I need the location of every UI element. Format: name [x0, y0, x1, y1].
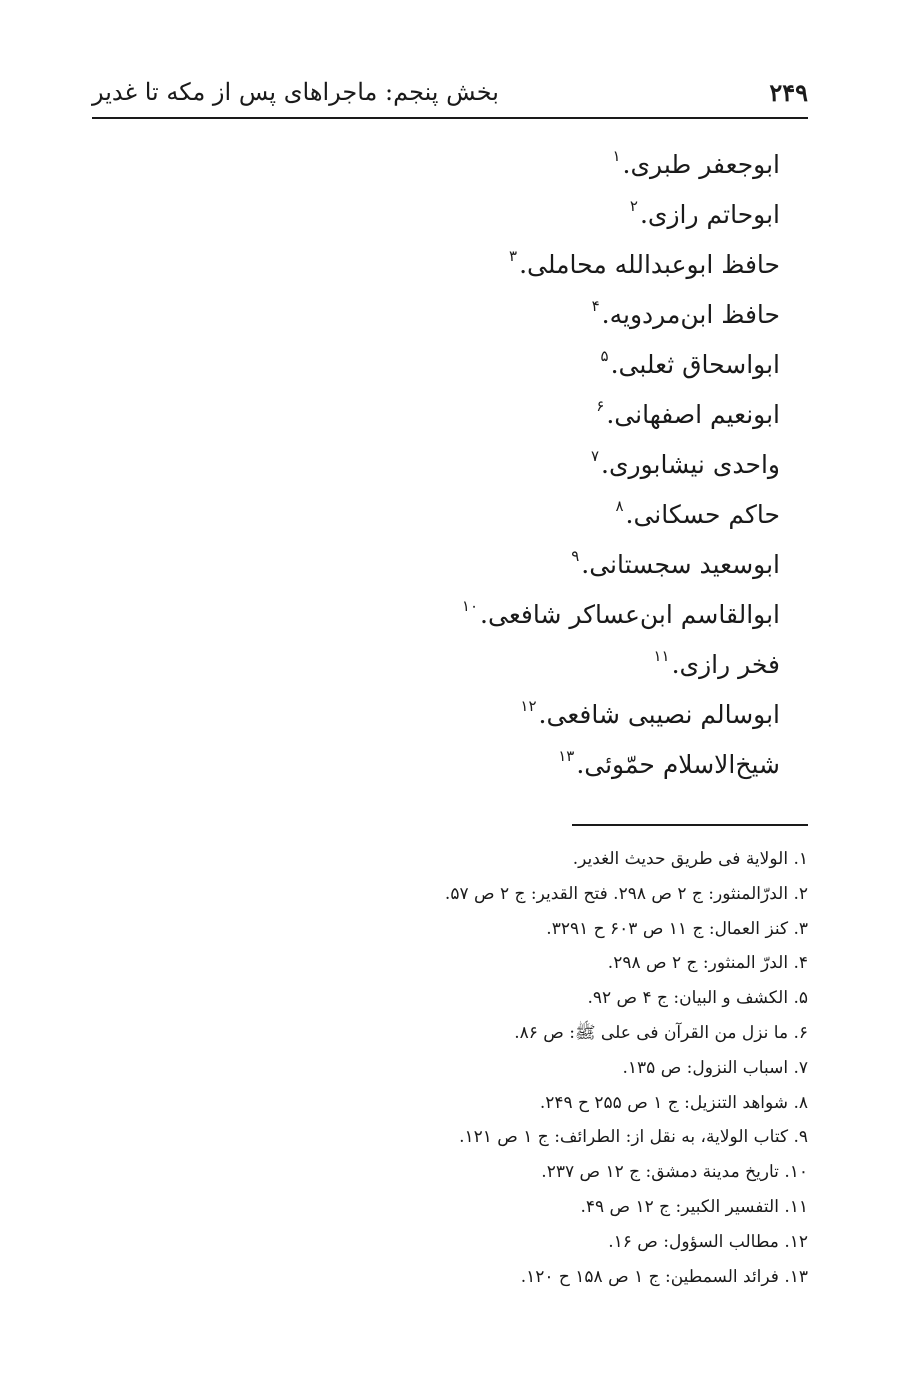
footnote-item: ۵. الکشف و البیان: ج ۴ ص ۹۲. — [587, 988, 808, 1009]
narrator-item — [180, 590, 780, 640]
narrator-name: ابوجعفر طبری. — [622, 150, 780, 179]
narrator-item — [180, 390, 780, 440]
footnote-marker: ۹ — [571, 547, 580, 565]
header-title: بخش پنجم: ماجراهای پس از مکه تا غدیر — [92, 78, 499, 106]
narrator-name: حافظ ابن‌مردویه. — [601, 300, 780, 329]
footnote-marker: ۱۰ — [461, 597, 479, 615]
footnote-item: ۴. الدرّ المنثور: ج ۲ ص ۲۹۸. — [607, 953, 808, 974]
narrator-item — [180, 440, 780, 490]
footnote-marker: ۴ — [591, 297, 600, 315]
footnote-item: ۲. الدرّالمنثور: ج ۲ ص ۲۹۸. فتح القدیر: ج ۲ ص ۵۷. — [444, 883, 808, 904]
narrator-name: ابواسحاق ثعلبی. — [610, 350, 780, 379]
narrator-item — [180, 490, 780, 540]
page-number: ۲۴۹ — [769, 77, 808, 107]
footnote-marker: ۱۳ — [558, 747, 575, 765]
narrator-item — [180, 240, 780, 290]
footnote-item: ۱۱. التفسیر الکبیر: ج ۱۲ ص ۴۹. — [580, 1196, 808, 1217]
narrator-item — [180, 290, 780, 340]
narrator-name: ابوالقاسم ابن‌عساکر شافعی. — [480, 600, 780, 629]
footnote-marker: ۷ — [590, 447, 599, 465]
narrator-item — [180, 740, 780, 790]
narrator-item — [180, 340, 780, 390]
narrator-name: ابوسالم نصیبی شافعی. — [538, 700, 780, 729]
footnote-marker: ۲ — [629, 197, 638, 215]
narrator-name: واحدی نیشابوری. — [601, 450, 780, 479]
footnote-marker: ۶ — [596, 397, 605, 415]
narrator-name: ابوسعید سجستانی. — [581, 550, 780, 579]
running-header — [92, 70, 808, 114]
narrator-name: حافظ ابوعبدالله محاملی. — [519, 250, 780, 279]
narrator-item — [180, 640, 780, 690]
footnote-marker: ۱ — [612, 147, 621, 165]
narrator-list — [180, 140, 780, 790]
footnote-marker: ۱۲ — [520, 697, 537, 715]
narrator-item — [180, 690, 780, 740]
footnote-marker: ۸ — [615, 497, 624, 515]
narrator-item — [180, 190, 780, 240]
narrator-name: ابونعیم اصفهانی. — [606, 400, 780, 429]
footnote-item: ۹. کتاب الولایة، به نقل از: الطرائف: ج ۱ ص ۱۲۱. — [459, 1127, 808, 1148]
narrator-name: ابوحاتم رازی. — [639, 200, 780, 229]
footnote-item: ۷. اسباب النزول: ص ۱۳۵. — [622, 1057, 808, 1078]
narrator-item — [180, 140, 780, 190]
footnote-item: ۶. ما نزل من القرآن فی علی ﷺ: ص ۸۶. — [514, 1022, 808, 1043]
narrator-name: فخر رازی. — [671, 650, 780, 679]
footnote-item: ۱۰. تاریخ مدینة دمشق: ج ۱۲ ص ۲۳۷. — [541, 1162, 808, 1183]
footnote-item: ۳. کنز العمال: ج ۱۱ ص ۶۰۳ ح ۳۲۹۱. — [546, 918, 808, 939]
narrator-name: حاکم حسکانی. — [625, 500, 780, 529]
footnote-marker: ۵ — [600, 347, 609, 365]
footnote-item: ۸. شواهد التنزیل: ج ۱ ص ۲۵۵ ح ۲۴۹. — [539, 1092, 808, 1113]
narrator-item — [180, 540, 780, 590]
narrator-name: شیخ‌الاسلام حمّوئی. — [576, 750, 780, 779]
footnote-list — [88, 842, 808, 1294]
footnote-marker: ۳ — [509, 247, 518, 265]
header-divider — [92, 117, 808, 119]
footnote-item: ۱. الولایة فی طریق حدیث الغدیر. — [572, 849, 808, 869]
footnote-divider — [572, 824, 808, 826]
footnote-item: ۱۳. فرائد السمطین: ج ۱ ص ۱۵۸ ح ۱۲۰. — [520, 1266, 808, 1287]
footnote-item: ۱۲. مطالب السؤول: ص ۱۶. — [608, 1231, 808, 1252]
footnote-marker: ۱۱ — [653, 647, 670, 665]
